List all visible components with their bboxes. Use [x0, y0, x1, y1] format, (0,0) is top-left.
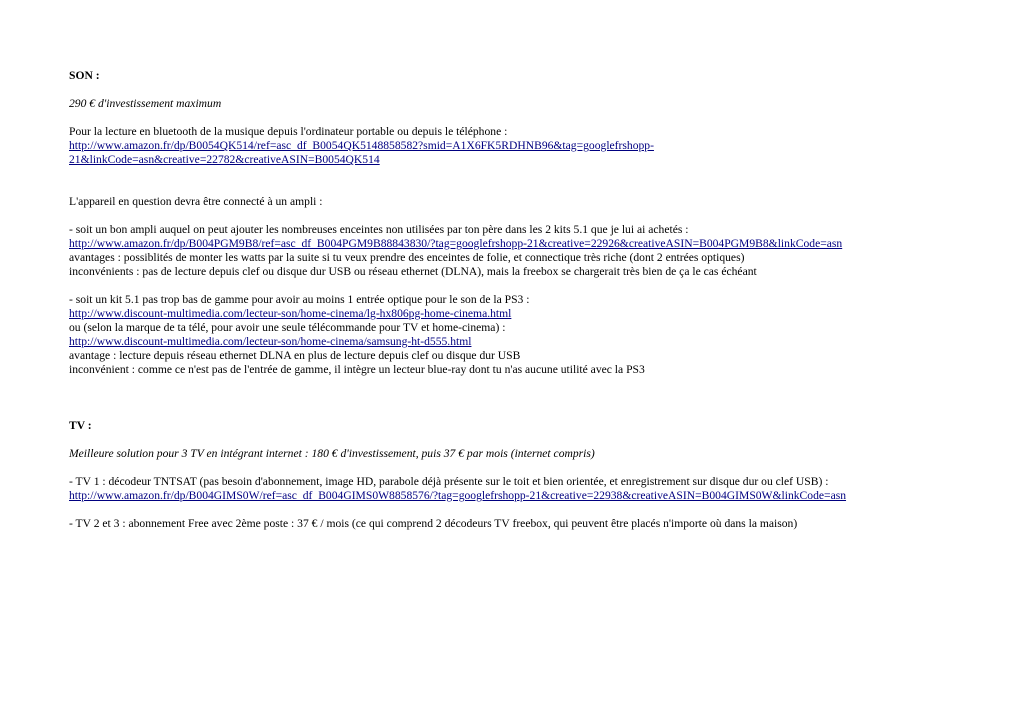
- lg-home-cinema-link[interactable]: http://www.discount-multimedia.com/lecteur-son/home-cinema/lg-hx806pg-home-cinema.html: [69, 307, 512, 320]
- spacer: [69, 111, 969, 125]
- spacer: [69, 209, 969, 223]
- spacer: [69, 279, 969, 293]
- spacer: [69, 433, 969, 447]
- option1-advantages: avantages : possiblités de monter les watts par la suite si tu veux prendre des enceintes de folie, et connectique très riche (dont 2 entrées optiques): [69, 251, 745, 264]
- son-heading: SON :: [69, 69, 100, 82]
- tntsat-amazon-link[interactable]: http://www.amazon.fr/dp/B004GIMS0W/ref=asc_df_B004GIMS0W8858576/?tag=googlefrshopp-21&creative=22938&creativeASIN=B004GIMS0W&linkCode=asn: [69, 489, 847, 502]
- bluetooth-link-line-2: [69, 153, 969, 167]
- spacer: [69, 405, 969, 419]
- bluetooth-link[interactable]: http://www.amazon.fr/dp/B0054QK514/ref=asc_df_B0054QK5148858582?smid=A1X6FK5RDHNB96&tag=googlefrshopp-: [69, 139, 654, 152]
- tv1-link-line: [69, 489, 969, 503]
- son-budget: 290 € d'investissement maximum: [69, 97, 222, 110]
- option1-drawbacks: inconvénients : pas de lecture depuis clef ou disque dur USB ou réseau ethernet (DLNA), mais la freebox se chargerait très bien de ça le cas échéant: [69, 265, 757, 278]
- ampli-intro: L'appareil en question devra être connecté à un ampli :: [69, 195, 323, 208]
- option2-intro: - soit un kit 5.1 pas trop bas de gamme pour avoir au moins 1 entrée optique pour le son de la PS3 :: [69, 293, 530, 306]
- spacer: [69, 181, 969, 195]
- tv-summary: Meilleure solution pour 3 TV en intégrant internet : 180 € d'investissement, puis 37 € par mois (internet compris): [69, 447, 595, 460]
- spacer: [69, 391, 969, 405]
- option1-amazon-link[interactable]: http://www.amazon.fr/dp/B004PGM9B8/ref=asc_df_B004PGM9B88843830/?tag=googlefrshopp-21&creative=22926&creativeASIN=B004PGM9B8&linkCode=asn: [69, 237, 843, 250]
- option2-link2-line: [69, 335, 969, 349]
- spacer: [69, 83, 969, 97]
- option1-link-line: [69, 237, 969, 251]
- spacer: [69, 503, 969, 517]
- tv1-intro: - TV 1 : décodeur TNTSAT (pas besoin d'abonnement, image HD, parabole déjà présente sur le toit et bien orientée, et enregistrement sur disque dur ou clef USB) :: [69, 475, 829, 488]
- option2-drawback: inconvénient : comme ce n'est pas de l'entrée de gamme, il intègre un lecteur blue-ray dont tu n'as aucune utilité avec la PS3: [69, 363, 645, 376]
- bluetooth-link-line-1: [69, 139, 969, 153]
- option2-advantage: avantage : lecture depuis réseau ethernet DLNA en plus de lecture depuis clef ou disque dur USB: [69, 349, 521, 362]
- spacer: [69, 167, 969, 181]
- option2-link1-line: [69, 307, 969, 321]
- spacer: [69, 377, 969, 391]
- option2-or-text: ou (selon la marque de ta télé, pour avoir une seule télécommande pour TV et home-cinema) :: [69, 321, 506, 334]
- spacer: [69, 461, 969, 475]
- samsung-home-cinema-link[interactable]: http://www.discount-multimedia.com/lecteur-son/home-cinema/samsung-ht-d555.html: [69, 335, 472, 348]
- bluetooth-link-continued[interactable]: 21&linkCode=asn&creative=22782&creativeASIN=B0054QK514: [69, 153, 380, 166]
- bluetooth-intro: Pour la lecture en bluetooth de la musique depuis l'ordinateur portable ou depuis le téléphone :: [69, 125, 508, 138]
- tv-heading: TV :: [69, 419, 92, 432]
- tv23-text: - TV 2 et 3 : abonnement Free avec 2ème poste : 37 € / mois (ce qui comprend 2 décodeurs TV freebox, qui peuvent être placés n'importe où dans la maison): [69, 517, 798, 530]
- option1-intro: - soit un bon ampli auquel on peut ajouter les nombreuses enceintes non utilisées par ton père dans les 2 kits 5.1 que je lui ai achetés :: [69, 223, 689, 236]
- document-page: [69, 69, 969, 531]
